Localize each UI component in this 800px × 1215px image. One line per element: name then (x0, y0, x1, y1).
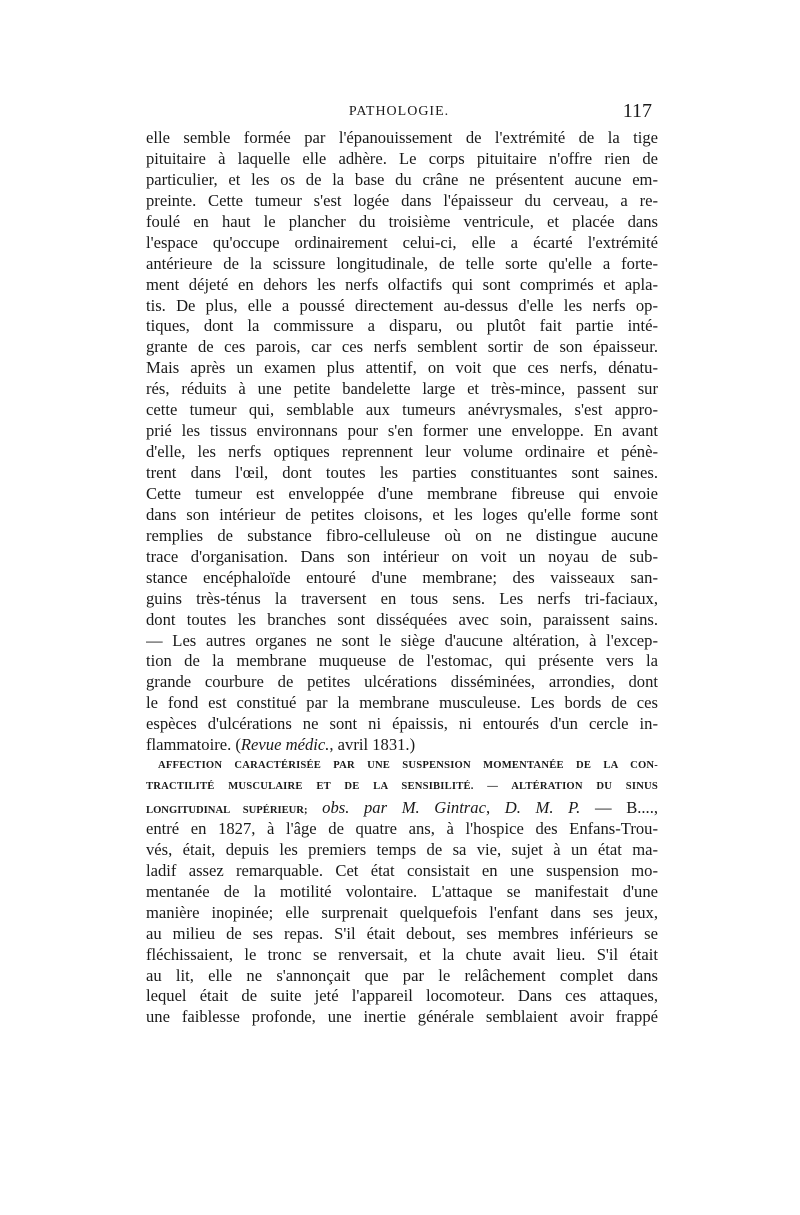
page-header (144, 100, 654, 126)
text-line: ment déjeté en dehors les nerfs olfactifs qui sont comprimés et apla- (146, 274, 658, 294)
text-line: remplies de substance fibro-celluleuse où on ne distingue aucune (146, 525, 658, 545)
text-line: antérieure de la scissure longitudinale, de telle sorte qu'elle a forte- (146, 253, 658, 273)
text-line: une faiblesse profonde, une inertie générale semblaient avoir frappé (146, 1007, 658, 1027)
text-line: Mais après un examen plus attentif, on voit que ces nerfs, dénatu- (146, 358, 658, 378)
text-line: espèces d'ulcérations ne sont ni épaissis, ni entourés d'un cercle in- (146, 714, 658, 734)
text-line: le fond est constitué par la membrane musculeuse. Les bords de ces (146, 693, 658, 713)
citation-source: Revue médic. (240, 735, 330, 755)
text-line: — Les autres organes ne sont le siège d'aucune altération, à l'excep- (146, 630, 658, 650)
text-line: d'elle, les nerfs optiques reprennent leur volume ordinaire et pénè- (146, 442, 658, 462)
text-line: particulier, et les os de la base du crâne ne présentent aucune em- (146, 169, 658, 189)
text-line: l'espace qu'occupe ordinairement celui-ci, elle a écarté l'extrémité (146, 232, 658, 252)
text-line: manière inopinée; elle surprenait quelquefois l'enfant dans ses jeux, (146, 902, 658, 922)
text-line: vés, était, depuis les premiers temps de sa vie, sujet à un état ma- (146, 839, 658, 859)
text-line: au milieu de ses repas. S'il était debout, ses membres inférieurs se (146, 923, 658, 943)
author-name: par M. Gintrac (364, 798, 486, 817)
text-body (146, 128, 658, 1028)
patient-initial: — B...., (594, 798, 658, 817)
text-line: pituitaire à laquelle elle adhère. Le corps pituitaire n'offre rien de (146, 148, 658, 168)
text-line: ladif assez remarquable. Cet état consistait en une suspension mo- (146, 860, 658, 880)
text-line: trace d'organisation. Dans son intérieur on voit un noyau de sub- (146, 546, 658, 566)
text-line: grande courbure de petites ulcérations disséminées, arrondies, dont (146, 672, 658, 692)
section-heading-line: TRACTILITÉ MUSCULAIRE ET DE LA SENSIBILITÉ. — ALTÉRATION DU SINUS (146, 781, 658, 793)
text-line: au lit, elle ne s'annonçait que par le relâchement complet dans (146, 965, 658, 985)
text-line: dont toutes les branches sont disséquées avec soin, paraissent sains. (146, 609, 658, 629)
text-line: entré en 1827, à l'âge de quatre ans, à l'hospice des Enfans-Trou- (146, 818, 658, 838)
citation-post: , avril 1831.) (329, 735, 416, 755)
text-line: stance encéphaloïde entouré d'une membrane; des vaisseaux san- (146, 567, 658, 587)
text-line: cette tumeur qui, semblable aux tumeurs anévrysmales, s'est appro- (146, 400, 658, 420)
text-line: dans son intérieur de petites cloisons, et les loges qu'elle forme sont (146, 504, 658, 524)
section-heading-author-line (146, 798, 658, 819)
text-line: tion de la membrane muqueuse de l'estomac, qui présente vers la (146, 651, 658, 671)
text-line: fléchissaient, le tronc se renversait, et la chute avait lieu. S'il était (146, 944, 658, 964)
heading-tail: LONGITUDINAL SUPÉRIEUR; (146, 805, 308, 816)
text-line: trent dans l'œil, dont toutes les parties constituantes sont saines. (146, 463, 658, 482)
text-line: prié les tissus environnans pour s'en former une enveloppe. En avant (146, 421, 658, 441)
text-line: guins très-ténus la traversent en tous sens. Les nerfs tri-faciaux, (146, 588, 658, 608)
text-line: Cette tumeur est enveloppée d'une membrane fibreuse qui envoie (146, 483, 658, 503)
author-comma: , (485, 798, 491, 817)
author-degree: D. M. P. (504, 798, 581, 817)
page-number: 117 (622, 100, 652, 122)
obs-label: obs. (322, 798, 350, 817)
section-heading-line: AFFECTION CARACTÉRISÉE PAR UNE SUSPENSION MOMENTANÉE DE LA CON- (158, 760, 658, 772)
text-line: preinte. Cette tumeur s'est logée dans l'épaisseur du cerveau, a re- (146, 190, 658, 210)
text-line: lequel était de suite jeté l'appareil locomoteur. Dans ces attaques, (146, 986, 658, 1006)
text-line: foulé en haut le plancher du troisième ventricule, et placée dans (146, 211, 658, 231)
running-title: PATHOLOGIE. (348, 104, 450, 119)
text-line-citation (146, 735, 658, 756)
text-line: mentanée de la motilité volontaire. L'attaque se manifestait d'une (146, 881, 658, 901)
text-line: grante de ces parois, car ces nerfs semblent sortir de son épaisseur. (146, 337, 658, 357)
text-line: rés, réduits à une petite bandelette large et très-mince, passent sur (146, 379, 658, 399)
text-line: tiques, dont la commissure a disparu, ou plutôt fait partie inté- (146, 316, 658, 336)
text-line: tis. De plus, elle a poussé directement au-dessus d'elle les nerfs op- (146, 295, 658, 315)
text-line: elle semble formée par l'épanouissement de l'extrémité de la tige (146, 128, 658, 147)
citation-pre: flammatoire. ( (146, 735, 241, 755)
